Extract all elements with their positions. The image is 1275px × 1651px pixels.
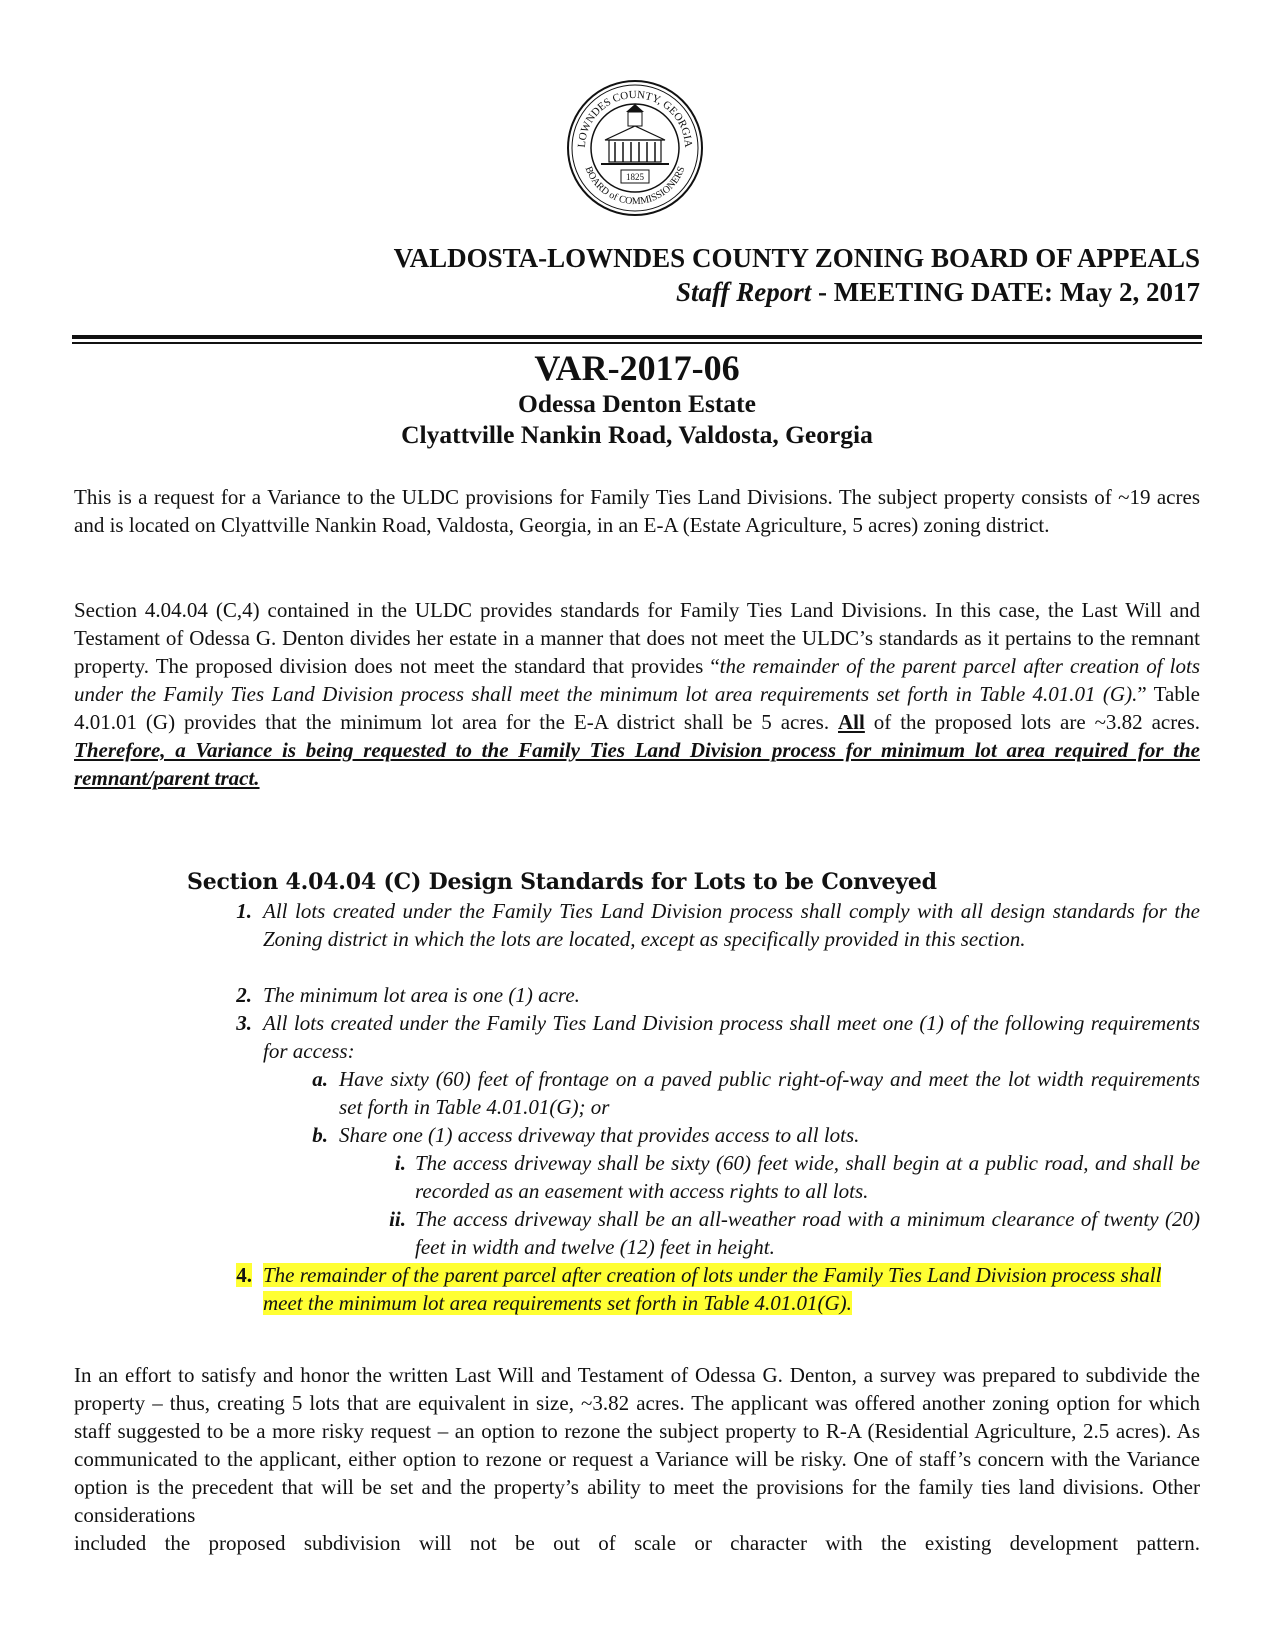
variance-conclusion: Therefore, a Variance is being requested to the Family Ties Land Division process for minimum lot area required for the remnant/parent tract. xyxy=(74,738,1200,790)
list-item: The access driveway shall be an all-weather road with a minimum clearance of twenty (20) feet in width and twelve (12) feet in height. xyxy=(415,1207,1200,1259)
meeting-line xyxy=(74,277,1200,308)
board-title: VALDOSTA-LOWNDES COUNTY ZONING BOARD OF APPEALS xyxy=(393,243,1200,273)
list-item: Share one (1) access driveway that provides access to all lots. xyxy=(339,1123,860,1147)
list-roman: ii. xyxy=(389,1207,406,1231)
report-label: Staff Report xyxy=(675,277,812,307)
list-number: 2. xyxy=(236,983,252,1007)
case-number: VAR-2017-06 xyxy=(534,348,740,388)
closing-last-line: included the proposed subdivision will not be out of scale or character with the existing development pattern. xyxy=(74,1531,1200,1555)
section-text-2: ” Table 4.01.01 (G) provides that the minimum lot area for the E-A district shall be 5 acres. xyxy=(74,682,1200,734)
list-item: All lots created under the Family Ties Land Division process shall meet one (1) of the following requirements for access: xyxy=(263,1011,1200,1063)
list-number-highlighted: 4. xyxy=(236,1263,252,1287)
closing-paragraph xyxy=(74,1361,1200,1557)
list-letter: a. xyxy=(312,1067,328,1091)
county-seal-icon xyxy=(565,78,705,218)
case-location: Clyattville Nankin Road, Valdosta, Georgia xyxy=(401,420,873,449)
list-number: 1. xyxy=(236,899,252,923)
list-item: The access driveway shall be sixty (60) feet wide, shall begin at a public road, and shall be recorded as an easement with access rights to all lots. xyxy=(415,1151,1200,1203)
list-item: Have sixty (60) feet of frontage on a paved public right-of-way and meet the lot width requirements set forth in Table 4.01.01(G); or xyxy=(339,1067,1200,1119)
svg-text:1825: 1825 xyxy=(626,172,644,182)
highlighted-list-item: The remainder of the parent parcel after creation of lots under the Family Ties Land Division process shall meet the minimum lot area requirements set forth in Table 4.01.01(G). xyxy=(263,1263,1162,1315)
section-paragraph xyxy=(74,596,1200,792)
section-text-3: of the proposed lots are ~3.82 acres. xyxy=(864,710,1200,734)
all-emphasis: All xyxy=(838,710,865,734)
list-letter: b. xyxy=(312,1123,328,1147)
case-name: Odessa Denton Estate xyxy=(517,389,756,418)
closing-body: In an effort to satisfy and honor the written Last Will and Testament of Odessa G. Denton, a survey was prepared to subdivide the property – thus, creating 5 lots that are equivalent in size, ~3.82 acres. The applicant was offered another zoning option for which staff suggested to be a more risky request – an option to rezone the subject property to R-A (Residential Agriculture, 2.5 acres). As communicated to the applicant, either option to rezone or request a Variance will be risky. One of staff’s concern with the Variance option is the precedent that will be set and the property’s ability to meet the provisions for the family ties land divisions. Other considerations xyxy=(74,1363,1200,1527)
svg-text:BOARD of COMMISSIONERS: BOARD of COMMISSIONERS xyxy=(582,165,688,208)
meeting-date: - MEETING DATE: May 2, 2017 xyxy=(811,277,1200,307)
section-text-1: Section 4.04.04 (C,4) contained in the ULDC provides standards for Family Ties Land Divisions. In this case, the Last Will and Testament of Odessa G. Denton divides her estate in a manner that does not meet the ULDC’s standards as it pertains to the remnant property. The proposed division does not meet the standard that provides “ xyxy=(74,598,1200,678)
list-item: The minimum lot area is one (1) acre. xyxy=(263,983,580,1007)
intro-paragraph: This is a request for a Variance to the ULDC provisions for Family Ties Land Divisions. The subject property consists of ~19 acres and is located on Clyattville Nankin Road, Valdosta, Georgia, in an E-A (Estate Agriculture, 5 acres) zoning district. xyxy=(74,485,1200,537)
design-standards-heading: Section 4.04.04 (C) Design Standards for Lots to be Conveyed xyxy=(187,869,937,895)
list-item: All lots created under the Family Ties Land Division process shall comply with all design standards for the Zoning district in which the lots are located, except as specifically provided in this section. xyxy=(263,899,1200,951)
list-roman: i. xyxy=(394,1151,406,1175)
list-number: 3. xyxy=(236,1011,252,1035)
svg-text:LOWNDES COUNTY, GEORGIA: LOWNDES COUNTY, GEORGIA xyxy=(575,88,695,148)
header-divider-thick xyxy=(72,335,1202,339)
section-quote: the remainder of the parent parcel after creation of lots under the Family Ties Land Division process shall meet the minimum lot area requirements set forth in Table 4.01.01 (G). xyxy=(74,654,1201,706)
header-divider-thin xyxy=(72,342,1202,344)
